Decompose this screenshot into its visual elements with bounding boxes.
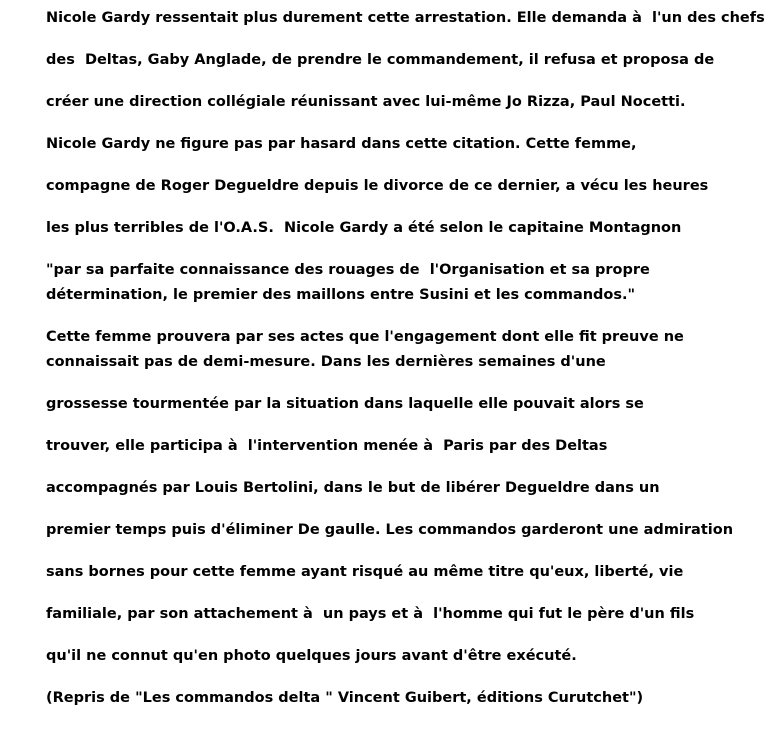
text-line-5: compagne de Roger Degueldre depuis le divorce de ce dernier, a vécu les heures [46,178,709,194]
text-line-13: accompagnés par Louis Bertolini, dans le but de libérer Degueldre dans un [46,480,660,496]
text-line-1: Nicole Gardy ressentait plus durement cette arrestation. Elle demanda à l'un des chefs [46,10,765,26]
text-line-2: des Deltas, Gaby Anglade, de prendre le commandement, il refusa et proposa de [46,52,715,68]
text-line-15: sans bornes pour cette femme ayant risqué au même titre qu'eux, liberté, vie [46,564,684,580]
text-line-4: Nicole Gardy ne figure pas par hasard dans cette citation. Cette femme, [46,136,637,152]
text-line-7: "par sa parfaite connaissance des rouages de l'Organisation et sa propre [46,262,650,278]
citation-line: (Repris de "Les commandos delta " Vincent Guibert, éditions Curutchet") [46,690,644,706]
text-line-8: détermination, le premier des maillons entre Susini et les commandos." [46,287,636,303]
text-line-16: familiale, par son attachement à un pays et à l'homme qui fut le père d'un fils [46,606,695,622]
text-line-9: Cette femme prouvera par ses actes que l'engagement dont elle fit preuve ne [46,329,684,345]
text-line-6: les plus terribles de l'O.A.S. Nicole Gardy a été selon le capitaine Montagnon [46,220,682,236]
text-line-12: trouver, elle participa à l'intervention menée à Paris par des Deltas [46,438,608,454]
text-line-10: connaissait pas de demi-mesure. Dans les dernières semaines d'une [46,354,606,370]
text-line-11: grossesse tourmentée par la situation dans laquelle elle pouvait alors se [46,396,644,412]
text-line-14: premier temps puis d'éliminer De gaulle. Les commandos garderont une admiration [46,522,734,538]
text-line-3: créer une direction collégiale réunissant avec lui-même Jo Rizza, Paul Nocetti. [46,94,686,110]
text-line-17: qu'il ne connut qu'en photo quelques jours avant d'être exécuté. [46,648,577,664]
